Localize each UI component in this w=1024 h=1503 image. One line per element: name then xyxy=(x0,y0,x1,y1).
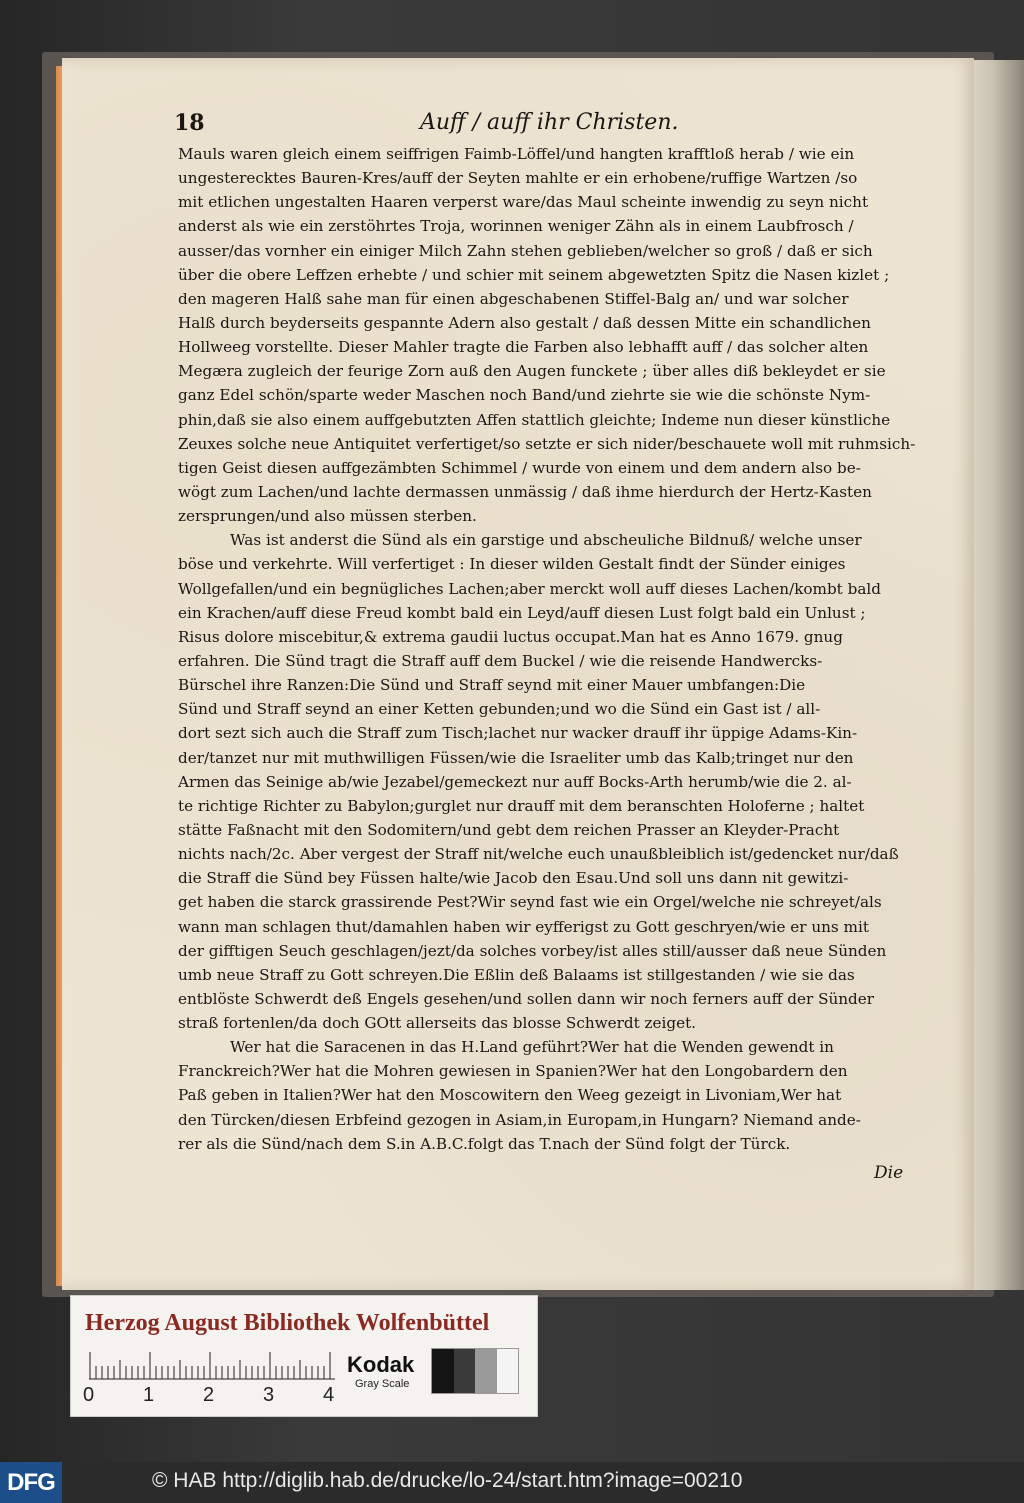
dfg-logo[interactable]: DFG xyxy=(0,1462,62,1503)
gray-scale-swatches xyxy=(431,1348,519,1394)
text-line: zersprungen/und also müssen sterben. xyxy=(178,507,477,526)
text-line: umb neue Straff zu Gott schreyen.Die Eßlin deß Balaams ist stillgestanden / wie sie das xyxy=(178,965,855,984)
ruler-ticks xyxy=(89,1352,339,1380)
color-calibration-card xyxy=(70,1295,538,1417)
text-line: Franckreich?Wer hat die Mohren gewiesen in Spanien?Wer hat den Longobardern den xyxy=(178,1062,848,1081)
measurement-ruler xyxy=(89,1352,339,1380)
text-line: Zeuxes solche neue Antiquitet verfertiget/so setzte er sich nider/beschauete woll mit ruhmsich- xyxy=(178,434,916,453)
footer-bar xyxy=(0,1462,1024,1503)
text-line: Mauls waren gleich einem seiffrigen Faimb-Löffel/und hangten krafftloß herab / wie ein xyxy=(178,145,855,163)
kodak-logo: Kodak xyxy=(347,1352,415,1377)
text-line: der gifftigen Seuch geschlagen/jezt/da solches vorbey/ist alles still/ausser daß neue Sünden xyxy=(178,941,887,960)
text-line: rer als die Sünd/nach dem S.in A.B.C.folgt das T.nach der Sünd folgt der Türck. xyxy=(178,1134,791,1153)
text-line: über die obere Leffzen erhebte / und schier mit seinem abgewetzten Spitz die Nasen kizlet ; xyxy=(178,265,890,284)
text-line: tigen Geist diesen auffgezämbten Schimmel / wurde von einem und dem andern also be- xyxy=(178,458,861,477)
text-line: wögt zum Lachen/und lachte dermassen unmässig / daß ihme hierdurch der Hertz-Kasten xyxy=(178,482,872,501)
gray-swatch xyxy=(475,1349,497,1393)
ruler-label: 3 xyxy=(263,1384,275,1406)
text-line: wann man schlagen thut/damahlen haben wir eyfferigst zu Gott geschryen/wie er uns mit xyxy=(178,917,869,936)
text-line: entblöste Schwerdt deß Engels gesehen/und sollen dann wir noch ferners auff der Sünder xyxy=(178,989,875,1008)
running-title: Auff / auff ihr Christen. xyxy=(420,110,679,135)
text-line: ausser/das vornher ein einiger Milch Zahn stehen geblieben/welcher so groß / daß er sich xyxy=(178,241,873,260)
ruler-label: 1 xyxy=(143,1384,155,1406)
copyright-link[interactable]: © HAB http://diglib.hab.de/drucke/lo-24/start.htm?image=00210 xyxy=(152,1469,743,1492)
ruler-labels xyxy=(83,1384,343,1408)
text-line: straß fortenlen/da doch GOtt allerseits das blosse Schwerdt zeiget. xyxy=(178,1014,697,1033)
running-head xyxy=(170,104,920,138)
text-line: Armen das Seinige ab/wie Jezabel/gemeckezt nur auff Bocks-Arth herumb/wie die 2. al- xyxy=(178,772,852,791)
gray-swatch xyxy=(497,1349,519,1393)
text-line: nichts nach/2c. Aber vergest der Straff nit/welche euch unaußbleiblich ist/gedencket nur/daß xyxy=(178,845,899,864)
text-line: den Türcken/diesen Erbfeind gezogen in Asiam,in Europam,in Hungarn? Niemand ande- xyxy=(178,1110,861,1129)
text-line: mit etlichen ungestalten Haaren verperst ware/das Maul scheinte inwendig zu seyn nicht xyxy=(178,193,869,212)
ruler-label: 4 xyxy=(323,1384,335,1406)
text-line: Sünd und Straff seynd an einer Ketten gebunden;und wo die Sünd ein Gast ist / all- xyxy=(178,700,821,719)
text-line: ein Krachen/auff diese Freud kombt bald ein Leyd/auff diesen Lust folgt bald ein Unlust ; xyxy=(178,603,866,622)
text-line: erfahren. Die Sünd tragt die Straff auff dem Buckel / wie die reisende Handwercks- xyxy=(178,651,823,670)
ruler-label: 0 xyxy=(83,1384,95,1406)
text-line: Paß geben in Italien?Wer hat den Moscowitern den Weeg gezeigt in Livoniam,Wer hat xyxy=(178,1086,842,1105)
gray-scale-label: Gray Scale xyxy=(355,1378,410,1390)
library-name: Herzog August Bibliothek Wolfenbüttel xyxy=(85,1310,490,1336)
text-line: te richtige Richter zu Babylon;gurglet nur drauff mit dem beranschten Holoferne ; haltet xyxy=(178,796,865,815)
text-line: Was ist anderst die Sünd als ein garstige und abscheuliche Bildnuß/ welche unser xyxy=(230,531,862,550)
text-line: Megæra zugleich der feurige Zorn auß den Augen funckete ; über alles diß bekleydet er sie xyxy=(178,362,886,381)
gray-swatch xyxy=(432,1349,454,1393)
page-number: 18 xyxy=(174,110,205,136)
text-line: ganz Edel schön/sparte weder Maschen noch Band/und ziehrte sie wie die schönste Nym- xyxy=(178,386,871,405)
catchword: Die xyxy=(874,1163,904,1183)
text-line: ungesterecktes Bauren-Kres/auff der Seyten mahlte er ein erhobene/ruffige Wartzen /so xyxy=(178,169,858,188)
text-line: Hollweeg vorstellte. Dieser Mahler tragte die Farben also lebhafft auff / das solcher alten xyxy=(178,338,869,357)
text-line: Bürschel ihre Ranzen:Die Sünd und Straff seynd mit einer Mauer umbfangen:Die xyxy=(178,676,806,695)
text-line: phin,daß sie also einem auffgebutzten Affen stattlich gleichte; Indeme nun dieser künstliche xyxy=(178,410,891,429)
text-line: Wer hat die Saracenen in das H.Land geführt?Wer hat die Wenden gewendt in xyxy=(230,1038,834,1057)
text-line: get haben die starck grassirende Pest?Wir seynd fast wie ein Orgel/welche nie schreyet/als xyxy=(178,893,882,912)
text-line: die Straff die Sünd bey Füssen halte/wie Jacob den Esau.Und soll uns dann nit gewitzi- xyxy=(178,869,849,888)
text-line: den mageren Halß sahe man für einen abgeschabenen Stiffel-Balg an/ und war solcher xyxy=(178,289,849,308)
text-line: anderst als wie ein zerstöhrtes Troja, worinnen weniger Zähn als in einem Laubfrosch / xyxy=(178,217,854,236)
text-line: Halß durch beyderseits gespannte Adern also gestalt / daß dessen Mitte ein schandlichen xyxy=(178,313,871,332)
adjacent-page-edge xyxy=(974,60,1024,1290)
ruler-label: 2 xyxy=(203,1384,215,1406)
text-line: böse und verkehrte. Will verfertiget : In dieser wilden Gestalt findt der Sünder einiges xyxy=(178,555,846,574)
text-line: Risus dolore miscebitur,& extrema gaudii luctus occupat.Man hat es Anno 1679. gnug xyxy=(178,627,843,646)
text-line: stätte Faßnacht mit den Sodomitern/und gebt dem reichen Prasser an Kleyder-Pracht xyxy=(178,820,840,839)
text-line: dort sezt sich auch die Straff zum Tisch;lachet nur wacker drauff ihr üppige Adams-Kin- xyxy=(178,724,858,743)
text-line: der/tanzet nur mit muthwilligen Füssen/wie die Israeliter umb das Kalb;tringet nur den xyxy=(178,748,854,767)
text-line: Wollgefallen/und ein begnügliches Lachen;aber merckt woll auff dieses Lachen/kombt bald xyxy=(178,579,881,598)
gray-swatch xyxy=(454,1349,476,1393)
body-text xyxy=(178,142,918,1156)
